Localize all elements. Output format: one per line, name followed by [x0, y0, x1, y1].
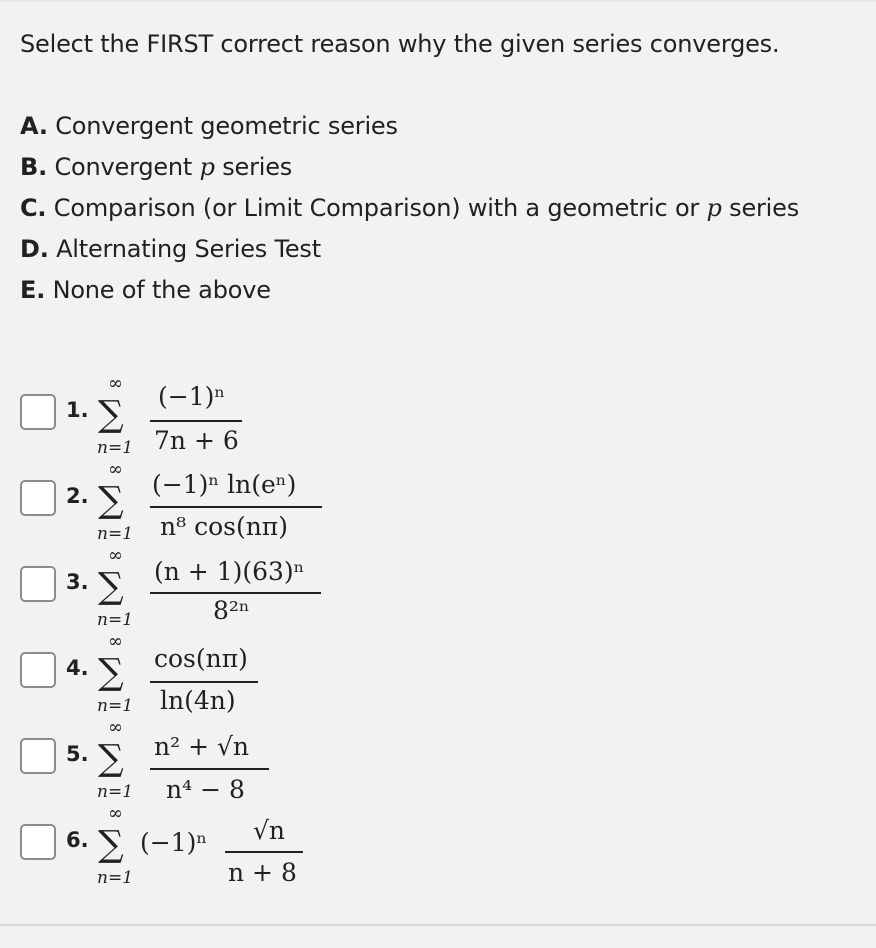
reason-text-end: series: [222, 153, 293, 181]
sum-upper-limit: ∞: [108, 717, 123, 738]
series-checkbox[interactable]: [20, 480, 56, 516]
fraction-bar: [225, 851, 303, 853]
series-checkbox[interactable]: [20, 738, 56, 774]
reason-a: [20, 111, 799, 152]
sum-lower-limit: n=1: [97, 610, 134, 630]
denominator: n + 8: [228, 858, 297, 887]
series-item-5: [0, 717, 876, 813]
sum-lower-limit: n=1: [97, 696, 134, 716]
reason-letter: C.: [20, 194, 47, 222]
series-item-2: [0, 459, 876, 555]
sum-upper-limit: ∞: [108, 631, 123, 652]
series-number: 5.: [66, 742, 89, 766]
numerator: √n: [253, 816, 286, 845]
sum-lower-limit: n=1: [97, 438, 134, 458]
reason-text: Comparison (or Limit Comparison) with a geometric or: [53, 194, 700, 222]
summation-symbol: ∑: [98, 652, 124, 693]
reason-text: None of the above: [52, 276, 271, 304]
summation-symbol: ∑: [98, 738, 124, 779]
series-checkbox[interactable]: [20, 394, 56, 430]
numerator: (−1)ⁿ: [158, 382, 226, 411]
reason-text: Alternating Series Test: [56, 235, 321, 263]
series-number: 1.: [66, 398, 89, 422]
reason-text: Convergent geometric series: [55, 112, 398, 140]
fraction-bar: [150, 681, 258, 683]
fraction-bar: [150, 592, 321, 594]
series-item-1: [0, 373, 876, 469]
numerator: cos(nπ): [154, 644, 248, 673]
denominator: ln(4n): [160, 686, 236, 715]
reason-text: Convergent: [54, 153, 193, 181]
top-border: [0, 0, 876, 2]
sum-upper-limit: ∞: [108, 373, 123, 394]
reason-text-end: series: [729, 194, 800, 222]
reason-letter: A.: [20, 112, 48, 140]
series-checkbox[interactable]: [20, 824, 56, 860]
series-number: 2.: [66, 484, 89, 508]
sum-lower-limit: n=1: [97, 868, 134, 888]
sum-upper-limit: ∞: [108, 459, 123, 480]
series-item-6: [0, 803, 876, 899]
denominator: 7n + 6: [154, 426, 239, 455]
reason-e: [20, 275, 799, 316]
series-checkbox[interactable]: [20, 566, 56, 602]
series-number: 4.: [66, 656, 89, 680]
denominator: n⁴ − 8: [166, 775, 245, 804]
reason-letter: D.: [20, 235, 49, 263]
reason-letter: B.: [20, 153, 48, 181]
series-number: 6.: [66, 828, 89, 852]
series-checkbox[interactable]: [20, 652, 56, 688]
sum-upper-limit: ∞: [108, 803, 123, 824]
fraction-bar: [150, 420, 242, 422]
reason-b: [20, 152, 799, 193]
series-number: 3.: [66, 570, 89, 594]
series-item-4: [0, 631, 876, 727]
fraction-bar: [150, 506, 322, 508]
summation-symbol: ∑: [98, 480, 124, 521]
summation-symbol: ∑: [98, 566, 124, 607]
numerator: (n + 1)(63)ⁿ: [154, 557, 305, 586]
reason-letter: E.: [20, 276, 46, 304]
summation-symbol: ∑: [98, 394, 124, 435]
series-item-3: [0, 545, 876, 641]
denominator: 8²ⁿ: [213, 596, 250, 625]
sum-lower-limit: n=1: [97, 782, 134, 802]
numerator: (−1)ⁿ ln(eⁿ): [152, 470, 297, 499]
sum-upper-limit: ∞: [108, 545, 123, 566]
question-prompt: Select the FIRST correct reason why the given series converges.: [20, 30, 780, 58]
sign-factor: (−1)ⁿ: [140, 828, 208, 857]
reason-c: [20, 193, 799, 234]
reason-d: [20, 234, 799, 275]
reason-list: [20, 111, 799, 316]
p-variable: p: [706, 194, 722, 222]
fraction-bar: [150, 768, 269, 770]
bottom-border: [0, 924, 876, 926]
denominator: n⁸ cos(nπ): [160, 512, 288, 541]
summation-symbol: ∑: [98, 824, 124, 865]
numerator: n² + √n: [154, 732, 249, 761]
p-variable: p: [199, 153, 215, 181]
sum-lower-limit: n=1: [97, 524, 134, 544]
